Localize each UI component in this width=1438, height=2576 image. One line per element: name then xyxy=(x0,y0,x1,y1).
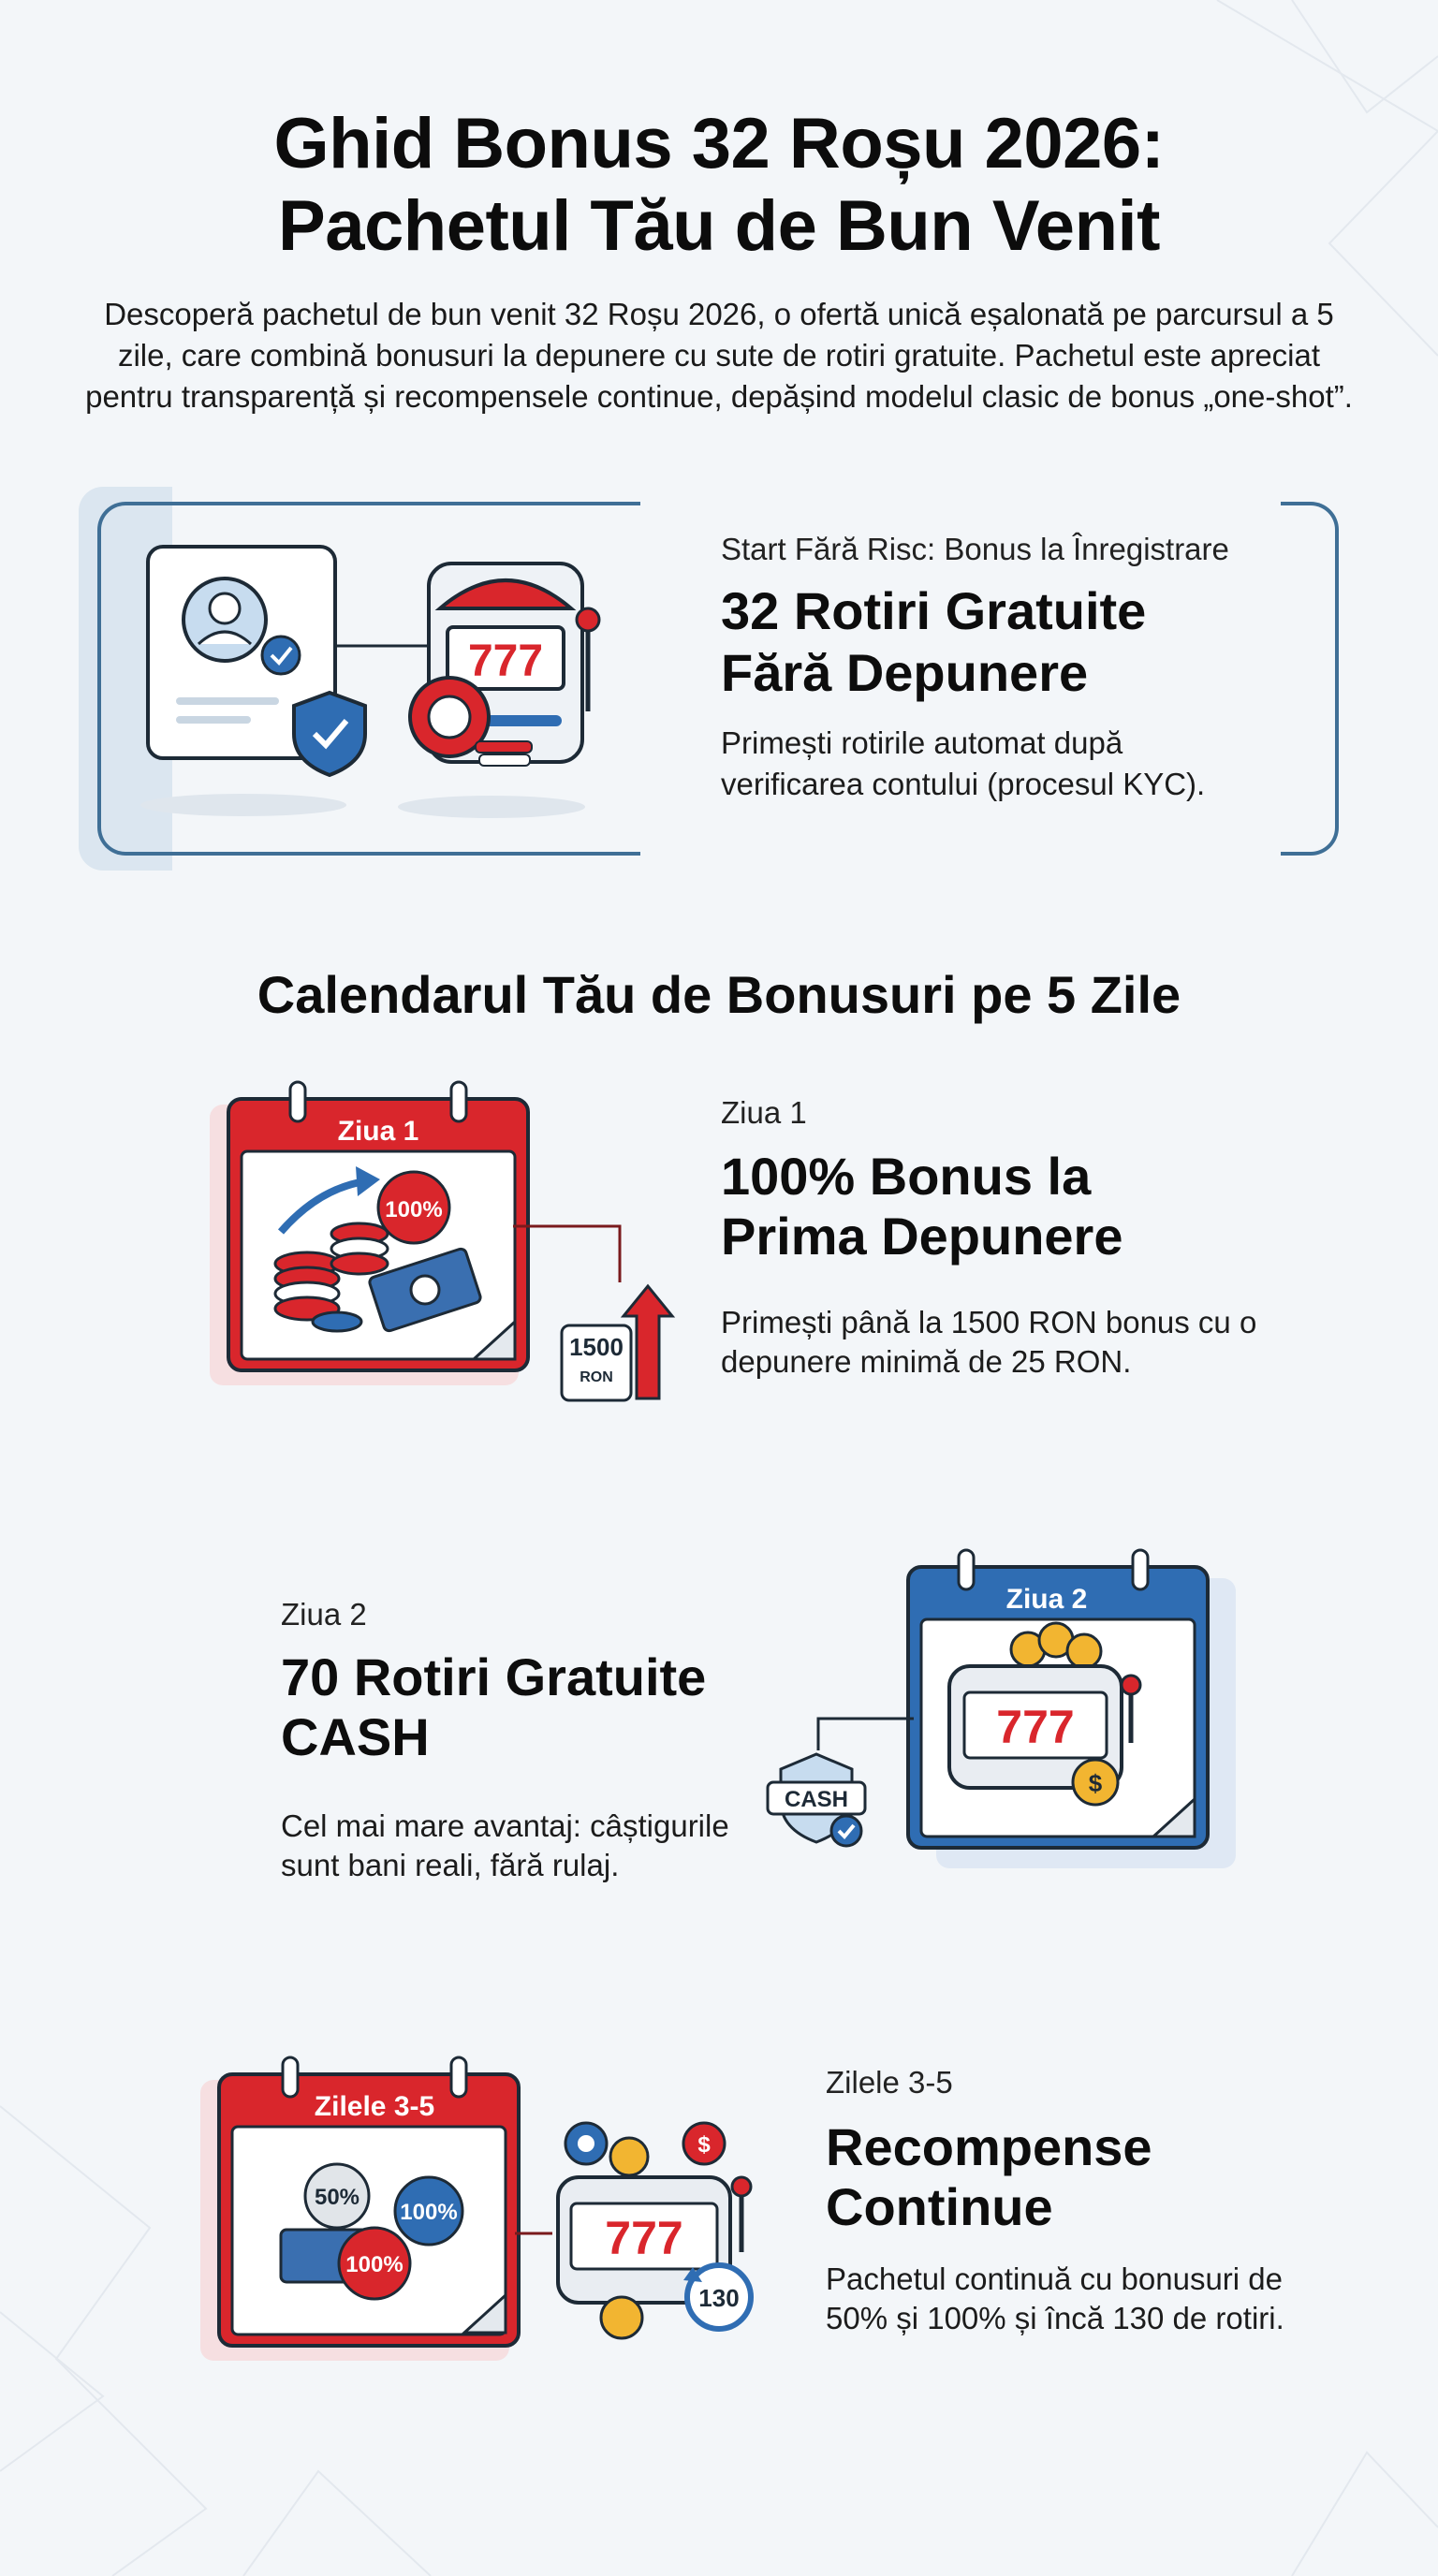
day1-desc-line-2: depunere minimă de 25 RON. xyxy=(721,1344,1132,1379)
day1-title-line-2: Prima Depunere xyxy=(721,1207,1123,1266)
svg-text:100%: 100% xyxy=(345,2252,404,2277)
day2-calendar-label: Ziua 2 xyxy=(1005,1584,1088,1615)
svg-text:777: 777 xyxy=(467,637,544,686)
card-frame-right xyxy=(1281,502,1339,856)
day2-desc-line-1: Cel mai mare avantaj: câștigurile xyxy=(281,1808,729,1843)
day1-eyebrow: Ziua 1 xyxy=(721,1095,807,1130)
day2-title-line-2: CASH xyxy=(281,1707,430,1766)
day3-desc-line-1: Pachetul continuă cu bonusuri de xyxy=(826,2261,1284,2296)
svg-text:777: 777 xyxy=(996,1701,1075,1753)
registration-eyebrow: Start Fără Risc: Bonus la Înregistrare xyxy=(721,532,1229,566)
day1-description xyxy=(721,1303,1256,1382)
day1-title-line-1: 100% Bonus la xyxy=(721,1147,1092,1206)
day3-title-line-2: Continue xyxy=(826,2177,1053,2236)
svg-text:CASH: CASH xyxy=(784,1787,849,1812)
day1-calendar-label: Ziua 1 xyxy=(337,1116,419,1147)
cash-badge xyxy=(768,1754,865,1846)
registration-title-line-1: 32 Rotiri Gratuite xyxy=(721,581,1147,640)
svg-text:777: 777 xyxy=(605,2212,683,2264)
day1-title xyxy=(721,1147,1123,1266)
svg-text:100%: 100% xyxy=(385,1197,443,1222)
day3-calendar-label: Zilele 3-5 xyxy=(314,2091,435,2122)
registration-description xyxy=(721,723,1205,805)
svg-text:130: 130 xyxy=(698,2284,740,2312)
day3-eyebrow: Zilele 3-5 xyxy=(826,2065,953,2100)
day3-description xyxy=(826,2260,1284,2338)
day1-desc-line-1: Primești până la 1500 RON bonus cu o xyxy=(721,1305,1257,1339)
registration-title xyxy=(721,580,1146,704)
day3-title-line-1: Recompense xyxy=(826,2117,1152,2176)
amount-tag xyxy=(562,1286,672,1400)
svg-text:RON: RON xyxy=(580,1369,613,1385)
day2-title xyxy=(281,1647,706,1767)
calendar-heading: Calendarul Tău de Bonusuri pe 5 Zile xyxy=(257,965,1181,1024)
svg-text:1500: 1500 xyxy=(569,1333,624,1361)
day2-illustration xyxy=(758,1544,1245,1910)
svg-text:$: $ xyxy=(1088,1769,1103,1797)
day3-illustration xyxy=(197,2046,786,2383)
day3-desc-line-2: 50% și 100% și încă 130 de rotiri. xyxy=(826,2301,1284,2335)
svg-text:100%: 100% xyxy=(400,2200,458,2225)
registration-illustration xyxy=(131,534,655,833)
title-line-1: Ghid Bonus 32 Roșu 2026: xyxy=(273,104,1165,183)
day2-eyebrow: Ziua 2 xyxy=(281,1597,367,1632)
svg-text:$: $ xyxy=(697,2132,711,2158)
svg-text:50%: 50% xyxy=(314,2185,360,2210)
page-title xyxy=(0,103,1438,268)
day1-illustration xyxy=(197,1076,683,1413)
registration-desc-line-2: verificarea contului (procesul KYC). xyxy=(721,767,1206,801)
spins-counter xyxy=(683,2265,751,2329)
registration-desc-line-1: Primești rotirile automat după xyxy=(721,725,1123,760)
shield-check-icon xyxy=(294,693,365,775)
registration-title-line-2: Fără Depunere xyxy=(721,643,1089,702)
intro-paragraph: Descoperă pachetul de bun venit 32 Roșu 2026, o ofertă unică eșalonată pe parcursul a 5 zile, care combină bonusuri la depunere cu sute de rotiri gratuite. Pachetul este apreciat pentru transparență și recompensele continue, depășind modelul clasic de bonus „one-shot”. xyxy=(85,297,1353,414)
day3-title xyxy=(826,2117,1152,2237)
day2-title-line-1: 70 Rotiri Gratuite xyxy=(281,1647,707,1706)
day2-desc-line-2: sunt bani reali, fără rulaj. xyxy=(281,1848,620,1882)
percent-badge xyxy=(378,1172,449,1243)
day2-description xyxy=(281,1807,729,1885)
title-line-2: Pachetul Tău de Bun Venit xyxy=(278,186,1160,266)
